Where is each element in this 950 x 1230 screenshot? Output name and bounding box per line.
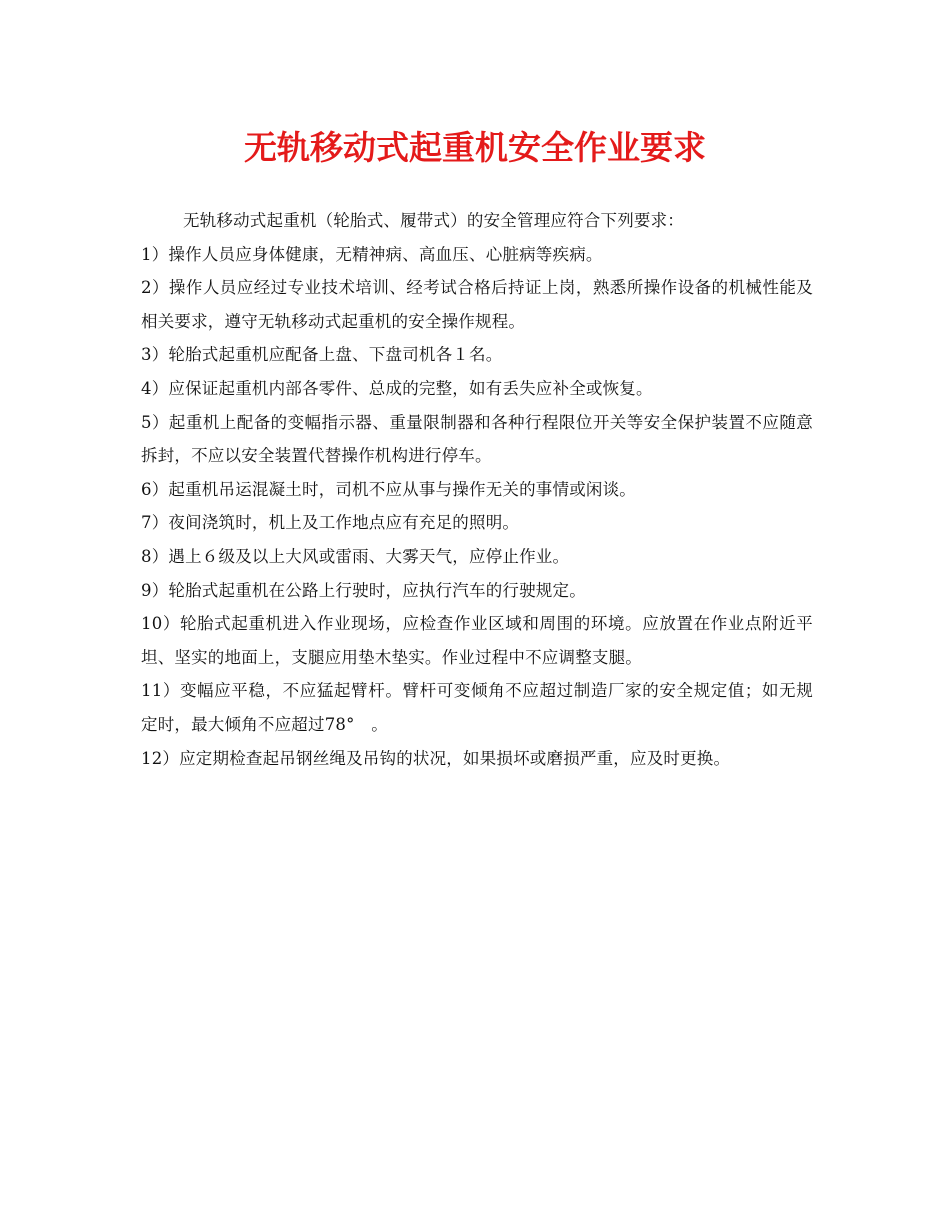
requirement-item-10: 10）轮胎式起重机进入作业现场，应检查作业区域和周围的环境。应放置在作业点附近平坦、坚实的地面上，支腿应用垫木垫实。作业过程中不应调整支腿。 [141, 614, 813, 667]
requirement-item-1: 1）操作人员应身体健康，无精神病、高血压、心脏病等疾病。 [141, 244, 603, 264]
requirement-item-11: 11）变幅应平稳，不应猛起臂杆。臂杆可变倾角不应超过制造厂家的安全规定值；如无规定时，最大倾角不应超过78° 。 [141, 681, 813, 734]
requirement-item-9: 9）轮胎式起重机在公路上行驶时，应执行汽车的行驶规定。 [141, 580, 586, 600]
requirement-item-5: 5）起重机上配备的变幅指示器、重量限制器和各种行程限位开关等安全保护装置不应随意拆封，不应以安全装置代替操作机构进行停车。 [141, 412, 813, 466]
document-body [141, 204, 813, 775]
requirement-item-12: 12）应定期检查起吊钢丝绳及吊钩的状况，如果损坏或磨损严重，应及时更换。 [141, 748, 731, 768]
requirement-item-6: 6）起重机吊运混凝土时，司机不应从事与操作无关的事情或闲谈。 [141, 479, 636, 499]
requirement-item-8: 8）遇上６级及以上大风或雷雨、大雾天气，应停止作业。 [141, 546, 570, 566]
requirement-item-3: 3）轮胎式起重机应配备上盘、下盘司机各１名。 [141, 345, 503, 365]
intro-paragraph: 无轨移动式起重机（轮胎式、履带式）的安全管理应符合下列要求： [183, 211, 684, 230]
requirement-item-7: 7）夜间浇筑时，机上及工作地点应有充足的照明。 [141, 513, 520, 533]
requirement-item-2: 2）操作人员应经过专业技术培训、经考试合格后持证上岗，熟悉所操作设备的机械性能及相关要求，遵守无轨移动式起重机的安全操作规程。 [141, 278, 813, 331]
document-title: 无轨移动式起重机安全作业要求 [244, 128, 706, 167]
requirement-item-4: 4）应保证起重机内部各零件、总成的完整，如有丢失应补全或恢复。 [141, 378, 653, 398]
